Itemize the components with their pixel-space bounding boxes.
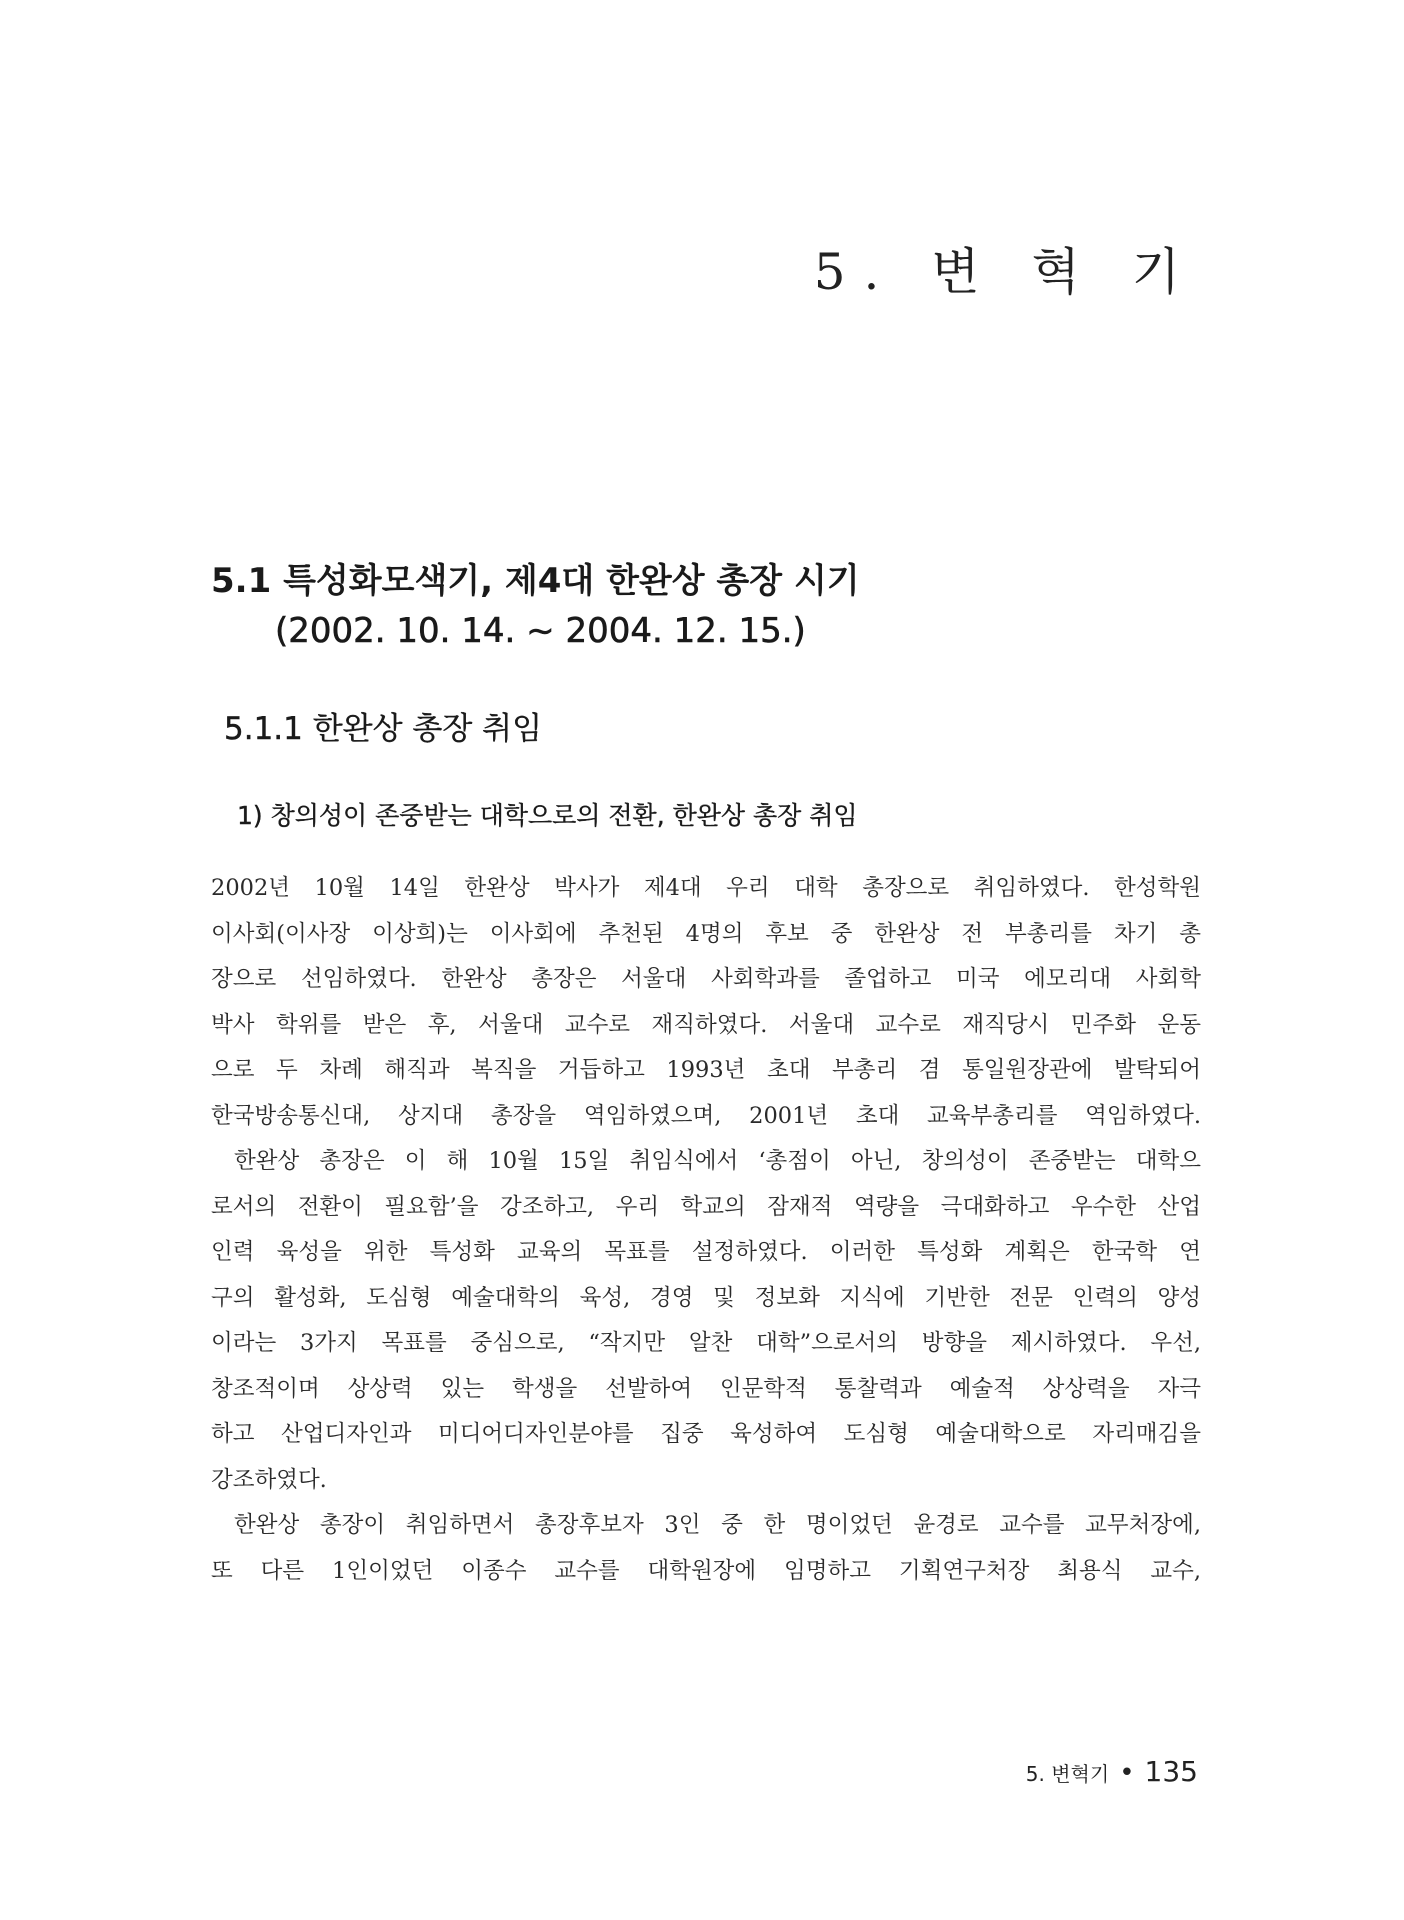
section-title-line1: 5.1 특성화모색기, 제4대 한완상 총장 시기 (211, 561, 860, 601)
section-title (211, 556, 1211, 656)
body-line: 인력 육성을 위한 특성화 교육의 목표를 설정하였다. 이러한 특성화 계획은 한국학 연 (211, 1239, 1201, 1265)
body-line: 창조적이며 상상력 있는 학생을 선발하여 인문학적 통찰력과 예술적 상상력을 자극 (211, 1375, 1201, 1402)
body-line: 하고 산업디자인과 미디어디자인분야를 집중 육성하여 도심형 예술대학으로 자리매김을 (211, 1421, 1201, 1447)
body-line: 이사회(이사장 이상희)는 이사회에 추천된 4명의 후보 중 한완상 전 부총리를 차기 총 (211, 920, 1201, 947)
subsection-title: 5.1.1 한완상 총장 취임 (224, 711, 543, 747)
body-line: 강조하였다. (211, 1466, 327, 1493)
page-number: 135 (1144, 1755, 1198, 1788)
body-line: 한완상 총장은 이 해 10월 15일 취임식에서 ‘총점이 아닌, 창의성이 존중받는 대학으 (234, 1148, 1201, 1174)
body-text (211, 866, 1201, 1594)
body-line: 로서의 전환이 필요함’을 강조하고, 우리 학교의 잠재적 역량을 극대화하고 우수한 산업 (211, 1193, 1201, 1220)
body-line: 박사 학위를 받은 후, 서울대 교수로 재직하였다. 서울대 교수로 재직당시 민주화 운동 (211, 1011, 1201, 1038)
page-footer (1026, 1755, 1198, 1788)
body-line: 장으로 선임하였다. 한완상 총장은 서울대 사회학과를 졸업하고 미국 에모리대 사회학 (211, 966, 1201, 992)
item-title: 1) 창의성이 존중받는 대학으로의 전환, 한완상 총장 취임 (237, 801, 858, 830)
body-line: 구의 활성화, 도심형 예술대학의 육성, 경영 및 정보화 지식에 기반한 전문 인력의 양성 (211, 1284, 1201, 1311)
footer-chapter-label: 5. 변혁기 (1025, 1762, 1110, 1786)
body-line: 2002년 10월 14일 한완상 박사가 제4대 우리 대학 총장으로 취임하였다. 한성학원 (211, 875, 1201, 901)
section-date-range: (2002. 10. 14. ~ 2004. 12. 15.) (275, 611, 806, 651)
body-line: 한국방송통신대, 상지대 총장을 역임하였으며, 2001년 초대 교육부총리를 역임하였다. (211, 1102, 1201, 1129)
chapter-title: 5. 변 혁 기 (813, 243, 1198, 301)
footer-bullet: • (1119, 1758, 1135, 1788)
body-line: 또 다른 1인이었던 이종수 교수를 대학원장에 임명하고 기획연구처장 최용식 교수, (211, 1557, 1201, 1584)
body-line: 한완상 총장이 취임하면서 총장후보자 3인 중 한 명이었던 윤경로 교수를 교무처장에, (234, 1512, 1201, 1538)
body-line: 으로 두 차례 해직과 복직을 거듭하고 1993년 초대 부총리 겸 통일원장관에 발탁되어 (211, 1057, 1201, 1083)
body-line: 이라는 3가지 목표를 중심으로, “작지만 알찬 대학”으로서의 방향을 제시하였다. 우선, (211, 1330, 1201, 1356)
